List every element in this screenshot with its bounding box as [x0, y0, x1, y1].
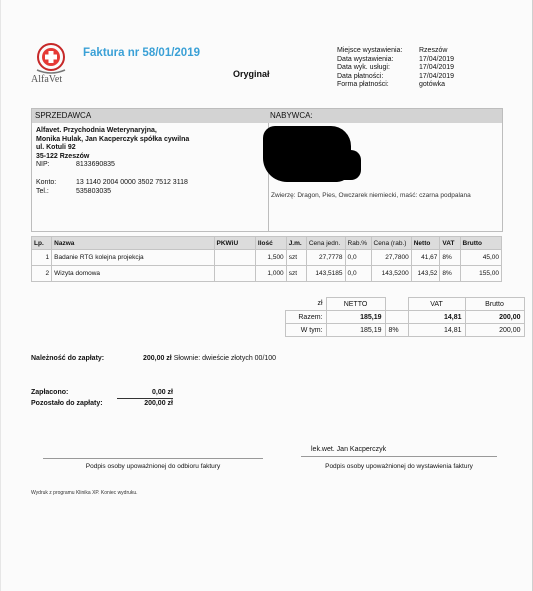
col-header: Lp.: [32, 237, 52, 250]
cell-price: 27,7778: [306, 250, 345, 266]
animal-note: Zwierzę: Dragon, Pies, Owczarek niemiecki, maść: czarna podpalana: [271, 192, 471, 199]
summary-header: [286, 298, 525, 311]
cell-price-discounted: 143,5200: [371, 266, 411, 282]
col-header: Cena jedn.: [306, 237, 345, 250]
total-label: Razem:: [286, 311, 327, 324]
total-gross: 200,00: [465, 311, 524, 324]
cell-pkwiu: [214, 250, 255, 266]
items-header-row: [32, 237, 502, 250]
total-net: 185,19: [326, 311, 385, 324]
meta-label: Data wystawienia:: [337, 55, 394, 63]
col-header: Netto: [411, 237, 440, 250]
col-header: Ilość: [255, 237, 286, 250]
amount-in-words: dwieście złotych 00/100: [202, 355, 277, 362]
cell-discount: 0,0: [345, 266, 371, 282]
phone-value: 535803035: [76, 187, 112, 195]
cell-price-discounted: 27,7800: [371, 250, 411, 266]
issuer-name: lek.wet. Jan Kacperczyk: [311, 446, 387, 453]
col-header: VAT: [440, 237, 460, 250]
incl-rate: 8%: [385, 324, 408, 337]
meta-row: [337, 64, 454, 73]
issuer-signature-caption: Podpis osoby upoważnionej do wystawienia faktury: [325, 463, 473, 470]
buyer-heading: NABYWCA:: [267, 109, 502, 123]
currency-label: zł: [286, 298, 327, 311]
summary-table: [285, 297, 525, 337]
due-amount: 200,00 zł: [142, 355, 172, 362]
table-row: [32, 266, 502, 282]
meta-row: [337, 73, 454, 82]
logo-text: AlfaVet: [31, 74, 63, 85]
meta-value: 17/04/2019: [419, 55, 455, 63]
redaction-mark: [301, 150, 361, 180]
meta-row: [337, 81, 454, 90]
meta-label: Miejsce wystawienia:: [337, 47, 403, 54]
incl-label: W tym:: [286, 324, 327, 337]
invoice-title: Faktura nr 58/01/2019: [83, 47, 200, 59]
invoice-meta: [337, 47, 454, 90]
receiver-signature-caption: Podpis osoby upoważnionej do odbioru faktury: [85, 463, 221, 470]
cell-vat: 8%: [440, 250, 460, 266]
cell-gross: 45,00: [460, 250, 501, 266]
cell-price: 143,5185: [306, 266, 345, 282]
col-header: Cena (rab.): [371, 237, 411, 250]
netto-header: NETTO: [326, 298, 385, 311]
total-vat: 14,81: [408, 311, 465, 324]
words-label: Słownie:: [173, 355, 201, 362]
seller-nip: [36, 161, 264, 170]
cell-gross: 155,00: [460, 266, 501, 282]
amount-due: [31, 354, 276, 363]
seller-name-2: Monika Hulak, Jan Kacperczyk spółka cywilna: [36, 135, 190, 143]
paid-amount: 0,00 zł: [117, 388, 173, 399]
signature-line: [301, 456, 497, 457]
original-label: Oryginał: [233, 69, 270, 79]
col-header: Brutto: [460, 237, 501, 250]
meta-label: Data wyk. usługi:: [337, 64, 390, 72]
seller-phone: [36, 188, 264, 197]
cell-lp: 1: [32, 250, 52, 266]
cell-pkwiu: [214, 266, 255, 282]
incl-gross: 200,00: [465, 324, 524, 337]
signature-line: [43, 458, 263, 459]
print-footer: Wydruk z programu Klinika XP. Koniec wydruku.: [31, 490, 138, 496]
meta-label: Data płatności:: [337, 72, 384, 80]
incl-net: 185,19: [326, 324, 385, 337]
cell-qty: 1,500: [255, 250, 286, 266]
meta-value: 17/04/2019: [419, 64, 455, 72]
meta-label: Forma płatności:: [337, 81, 389, 89]
seller-account: [36, 179, 264, 188]
phone-label: Tel.:: [36, 187, 49, 195]
meta-value: gotówka: [419, 81, 446, 89]
remaining-amount: 200,00 zł: [144, 400, 173, 407]
vat-header: VAT: [408, 298, 465, 311]
seller-name: Alfavet. Przychodnia Weterynaryjna,: [36, 127, 157, 134]
meta-value: Rzeszów: [419, 47, 448, 54]
cell-discount: 0,0: [345, 250, 371, 266]
seller-street: ul. Kotuli 92: [36, 144, 76, 152]
summary-vat-row: [286, 324, 525, 337]
account-value: 13 1140 2004 0000 3502 7512 3118: [76, 178, 188, 186]
nip-label: NIP:: [36, 161, 50, 169]
alfavet-logo: [31, 40, 71, 88]
col-header: J.m.: [286, 237, 306, 250]
due-label: Należność do zapłaty:: [31, 355, 105, 362]
cell-qty: 1,000: [255, 266, 286, 282]
paid-label: Zapłacono:: [31, 389, 69, 396]
remaining-label: Pozostało do zapłaty:: [31, 400, 103, 407]
cell-name: Badanie RTG kolejna projekcja: [52, 250, 214, 266]
summary-total-row: [286, 311, 525, 324]
seller-city: 35-122 Rzeszów: [36, 152, 90, 160]
meta-value: 17/04/2019: [419, 72, 455, 80]
table-row: [32, 250, 502, 266]
payment-status: [31, 388, 173, 409]
cell-name: Wizyta domowa: [52, 266, 214, 282]
meta-row: [337, 47, 454, 56]
remaining-row: [31, 399, 173, 409]
items-table: [31, 236, 502, 282]
cell-vat: 8%: [440, 266, 460, 282]
cell-lp: 2: [32, 266, 52, 282]
cell-unit: szt: [286, 266, 306, 282]
cell-net: 143,52: [411, 266, 440, 282]
paid-row: [31, 388, 173, 399]
col-header: Nazwa: [52, 237, 214, 250]
incl-vat: 14,81: [408, 324, 465, 337]
seller-heading: SPRZEDAWCA: [32, 109, 268, 123]
col-header: Rab.%: [345, 237, 371, 250]
nip-value: 8133690835: [76, 161, 115, 169]
seller-box: [31, 108, 269, 232]
brutto-header: Brutto: [465, 298, 524, 311]
cell-net: 41,67: [411, 250, 440, 266]
col-header: PKWiU: [214, 237, 255, 250]
account-label: Konto:: [36, 178, 57, 186]
meta-row: [337, 56, 454, 65]
cell-unit: szt: [286, 250, 306, 266]
